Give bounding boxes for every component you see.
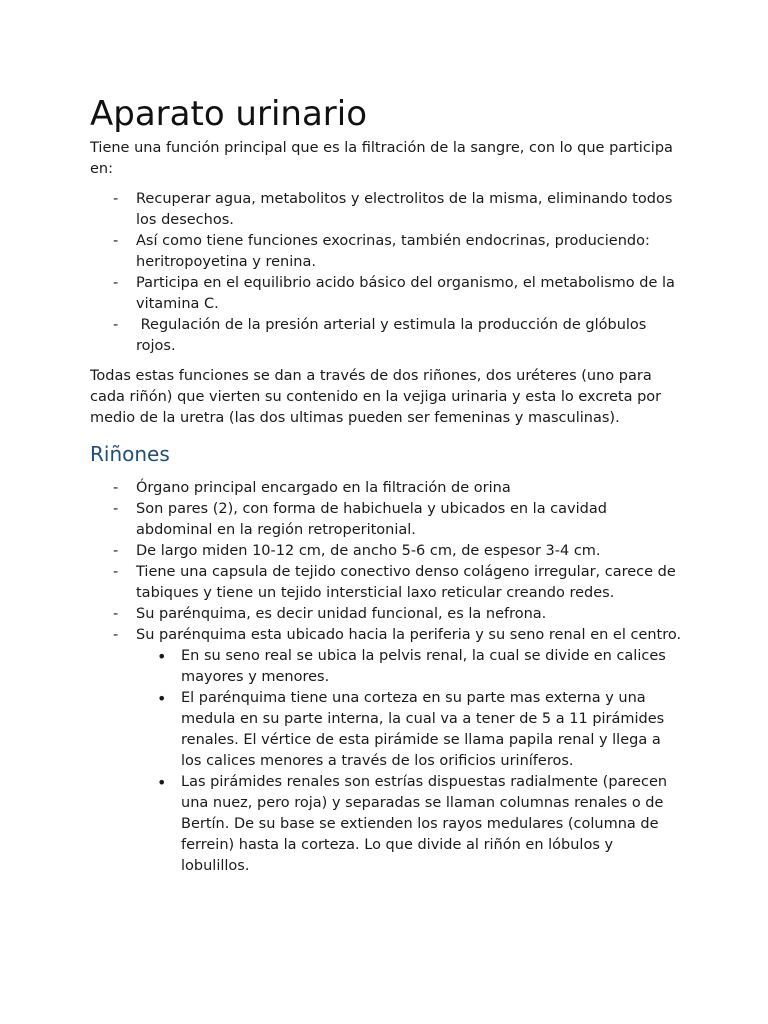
- sub-list-item: • Las pirámides renales son estrías dispuestas radialmente (parecen una nuez, pero roja) y separadas se llaman columnas renales o de Bertín. De su base se extienden los rayos medulares (columna de ferrein) hasta la corteza. Lo que divide al riñón en lóbulos y lobulillos.: [136, 772, 685, 877]
- closing-paragraph: Todas estas funciones se dan a través de dos riñones, dos uréteres (uno para cada riñón) que vierten su contenido en la vejiga urinaria y esta lo excreta por medio de la uretra (las dos ultimas pueden ser femeninas y masculinas).: [90, 368, 662, 426]
- list-item: - Recuperar agua, metabolitos y electrolitos de la misma, eliminando todos los desechos.: [90, 189, 685, 231]
- sub-list-item: • El parénquima tiene una corteza en su parte mas externa y una medula en su parte interna, la cual va a tener de 5 a 11 pirámides renales. El vértice de esta pirámide se llama papila renal y llega a los calices menores a través de los orificios uriníferos.: [136, 688, 685, 772]
- sub-list: [136, 646, 685, 877]
- list-item-text: Su parénquima esta ubicado hacia la periferia y su seno renal en el centro.: [136, 627, 682, 643]
- functions-list: [90, 189, 685, 357]
- document-body: [90, 93, 685, 877]
- list-item: - Su parénquima, es decir unidad funcional, es la nefrona.: [90, 604, 685, 625]
- list-item: - Órgano principal encargado en la filtración de orina: [90, 478, 685, 499]
- intro-paragraph: Tiene una función principal que es la filtración de la sangre, con lo que participa en:: [90, 140, 673, 177]
- sub-list-item: • En su seno real se ubica la pelvis renal, la cual se divide en calices mayores y menores.: [136, 646, 685, 688]
- list-item: - Son pares (2), con forma de habichuela y ubicados en la cavidad abdominal en la región retroperitonial.: [90, 499, 685, 541]
- rinones-list: [90, 478, 685, 877]
- list-item: - Participa en el equilibrio acido básico del organismo, el metabolismo de la vitamina C.: [90, 273, 685, 315]
- list-item: - De largo miden 10-12 cm, de ancho 5-6 cm, de espesor 3-4 cm.: [90, 541, 685, 562]
- section-heading: Riñones: [90, 442, 170, 466]
- list-item: - Tiene una capsula de tejido conectivo denso colágeno irregular, carece de tabiques y tiene un tejido intersticial laxo reticular creando redes.: [90, 562, 685, 604]
- list-item: [90, 625, 685, 877]
- page-title: Aparato urinario: [90, 94, 368, 134]
- list-item: - Regulación de la presión arterial y estimula la producción de glóbulos rojos.: [90, 315, 685, 357]
- list-item: - Así como tiene funciones exocrinas, también endocrinas, produciendo: heritropoyetina y renina.: [90, 231, 685, 273]
